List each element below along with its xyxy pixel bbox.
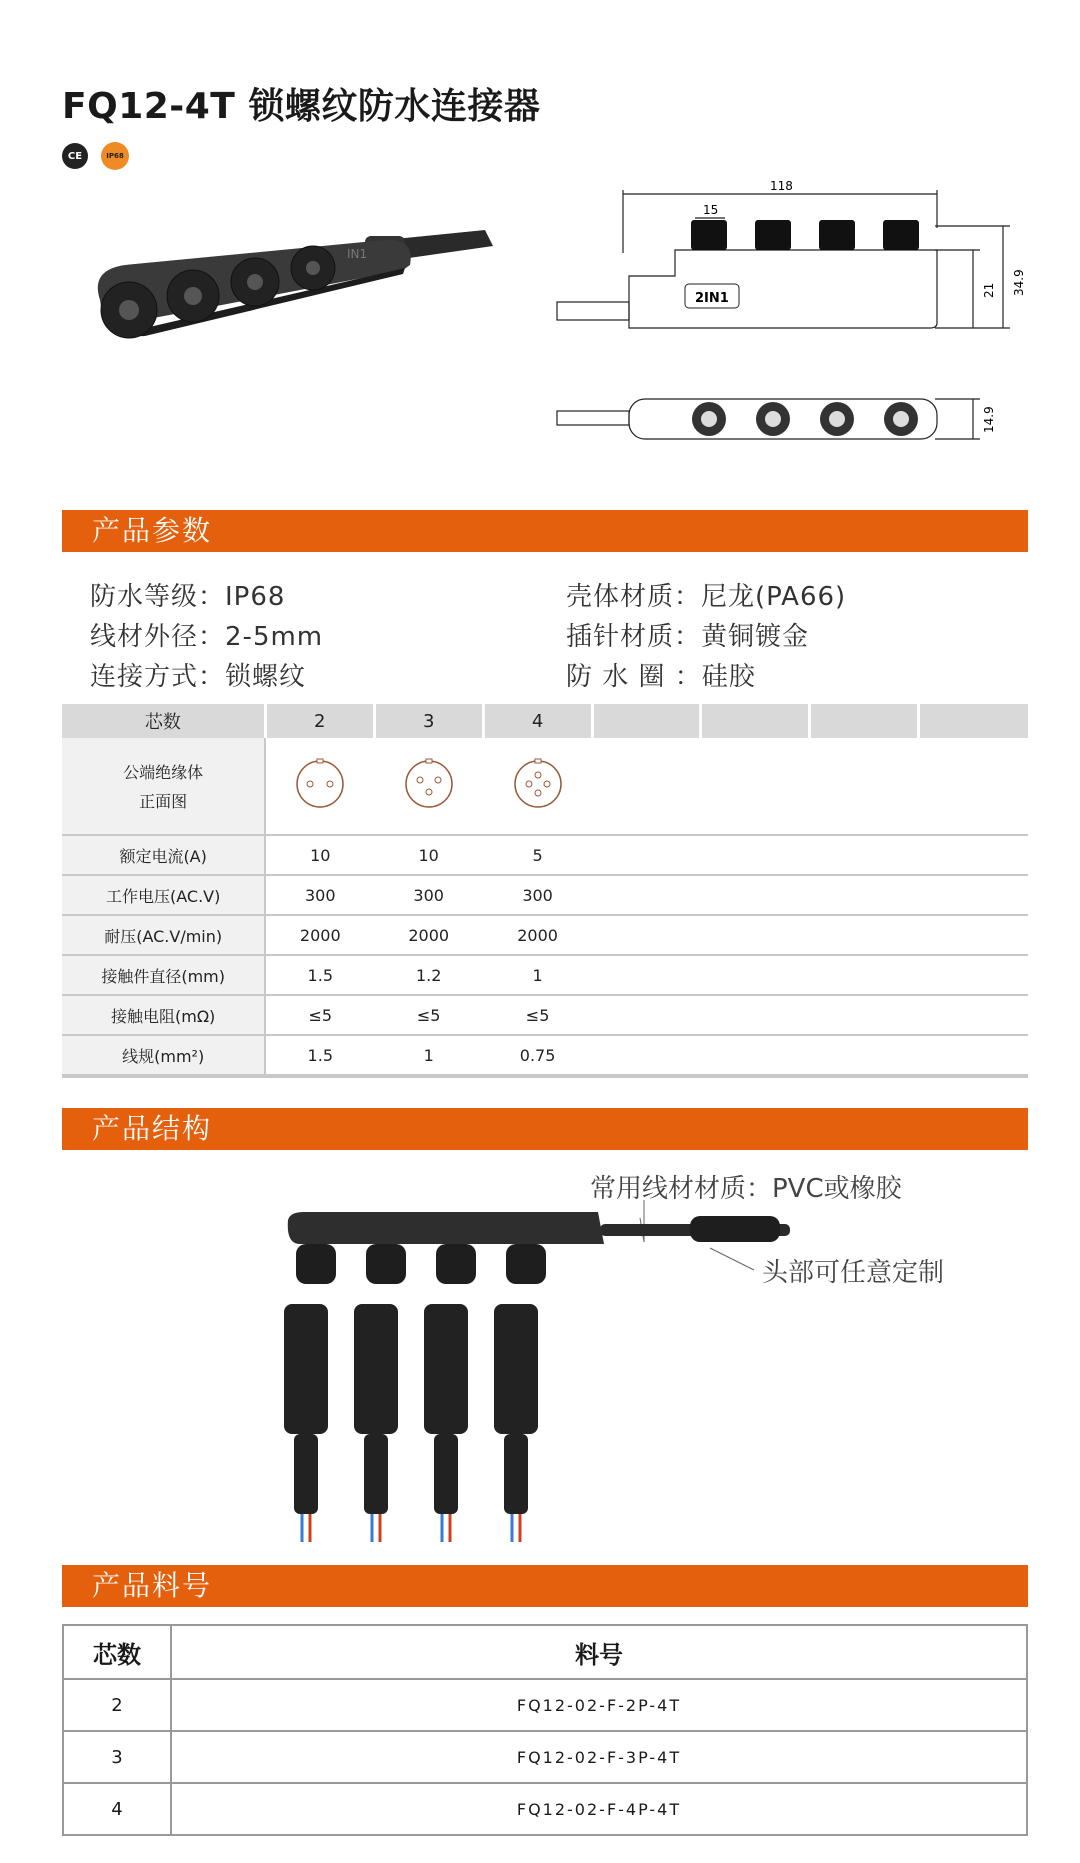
spec-cell: 1 (374, 1035, 483, 1076)
spec-header-cell: 2 (265, 704, 374, 738)
param-pin (566, 616, 809, 653)
param-cable-diameter (90, 616, 323, 653)
param-value: 锁螺纹 (225, 662, 307, 692)
param-waterproof (90, 576, 285, 613)
spec-cell: 2000 (265, 915, 374, 955)
param-label: 防 水 圈 ： (566, 662, 702, 692)
spec-cell: 300 (483, 875, 592, 915)
part-header-row (63, 1625, 1027, 1679)
part-header-pn: 料号 (171, 1625, 1027, 1679)
part-number-table (62, 1624, 1028, 1836)
spec-row-label: 耐压(AC.V/min) (62, 915, 265, 955)
ip68-badge (101, 142, 129, 170)
spec-cell: ≤5 (265, 995, 374, 1035)
section-header-params: 产品参数 (62, 510, 1028, 552)
spec-header-cell: 芯数 (62, 704, 265, 738)
spec-row (62, 955, 1028, 995)
spec-cell: 300 (374, 875, 483, 915)
param-value: 2-5mm (225, 622, 324, 652)
part-header-cores: 芯数 (63, 1625, 171, 1679)
spec-cell: ≤5 (483, 995, 592, 1035)
spec-header-cell: 4 (483, 704, 592, 738)
dim-height-total: 34.9 (1012, 269, 1026, 296)
ce-badge: CE (62, 143, 88, 169)
dimension-drawing-front (555, 178, 1035, 338)
spec-cell: 1.5 (265, 955, 374, 995)
param-label: 连接方式： (90, 662, 226, 692)
part-number: FQ12-02-F-2P-4T (171, 1679, 1027, 1731)
spec-row-label: 接触电阻(mΩ) (62, 995, 265, 1035)
dim-pitch: 15 (703, 203, 719, 217)
photo-body-mark: IN1 (347, 247, 368, 261)
spec-header-cell (592, 704, 701, 738)
face-label-line1: 公端绝缘体 (123, 763, 204, 782)
dim-length: 118 (770, 179, 793, 193)
spec-row-label: 接触件直径(mm) (62, 955, 265, 995)
spec-cell: 1 (483, 955, 592, 995)
insulator-face-4pin (483, 738, 592, 835)
spec-row-label: 额定电流(A) (62, 835, 265, 875)
dim-height-body: 21 (982, 282, 996, 298)
part-row (63, 1731, 1027, 1783)
param-value: 黄铜镀金 (701, 622, 810, 652)
section-header-structure: 产品结构 (62, 1108, 1028, 1150)
spec-cell: 10 (265, 835, 374, 875)
param-value: IP68 (225, 582, 286, 612)
spec-header-row (62, 704, 1028, 738)
spec-cell: 0.75 (483, 1035, 592, 1076)
dim-width: 14.9 (982, 406, 996, 433)
drawing-body-label: 2IN1 (695, 291, 729, 306)
part-number: FQ12-02-F-3P-4T (171, 1731, 1027, 1783)
param-seal (566, 656, 756, 693)
spec-header-cell (810, 704, 919, 738)
part-cores: 4 (63, 1783, 171, 1835)
spec-cell: ≤5 (374, 995, 483, 1035)
section-header-partno: 产品料号 (62, 1565, 1028, 1607)
insulator-face-3pin (374, 738, 483, 835)
spec-row (62, 1035, 1028, 1076)
param-value: 硅胶 (701, 662, 756, 692)
spec-row-label (62, 738, 265, 835)
spec-header-cell: 3 (374, 704, 483, 738)
spec-cell: 300 (265, 875, 374, 915)
param-label: 壳体材质： (566, 582, 702, 612)
dimension-drawing-top (555, 395, 1035, 445)
spec-cell: 2000 (483, 915, 592, 955)
structure-photo (270, 1200, 830, 1560)
param-label: 线材外径： (90, 622, 226, 652)
part-row (63, 1783, 1027, 1835)
param-housing (566, 576, 846, 613)
spec-row (62, 835, 1028, 875)
spec-row (62, 875, 1028, 915)
spec-table (62, 704, 1028, 1078)
page-title: FQ12-4T 锁螺纹防水连接器 (62, 86, 541, 127)
spec-cell: 5 (483, 835, 592, 875)
spec-cell: 10 (374, 835, 483, 875)
spec-header-cell (701, 704, 810, 738)
spec-row-face (62, 738, 1028, 835)
callout-head-custom: 头部可任意定制 (762, 1258, 945, 1288)
param-value: 尼龙(PA66) (701, 582, 847, 612)
face-label-line2: 正面图 (139, 792, 188, 811)
product-photo (85, 210, 505, 410)
part-number: FQ12-02-F-4P-4T (171, 1783, 1027, 1835)
spec-cell: 1.5 (265, 1035, 374, 1076)
part-cores: 2 (63, 1679, 171, 1731)
insulator-face-2pin (265, 738, 374, 835)
part-cores: 3 (63, 1731, 171, 1783)
spec-row (62, 915, 1028, 955)
spec-row (62, 995, 1028, 1035)
callout-cable-material: 常用线材材质：PVC或橡胶 (590, 1174, 902, 1204)
spec-header-cell (919, 704, 1028, 738)
param-label: 防水等级： (90, 582, 226, 612)
part-row (63, 1679, 1027, 1731)
spec-row-label: 工作电压(AC.V) (62, 875, 265, 915)
ip68-label: IP68 (106, 151, 124, 160)
param-label: 插针材质： (566, 622, 702, 652)
spec-cell: 2000 (374, 915, 483, 955)
param-connection (90, 656, 306, 693)
spec-row-label: 线规(mm²) (62, 1035, 265, 1076)
spec-cell: 1.2 (374, 955, 483, 995)
